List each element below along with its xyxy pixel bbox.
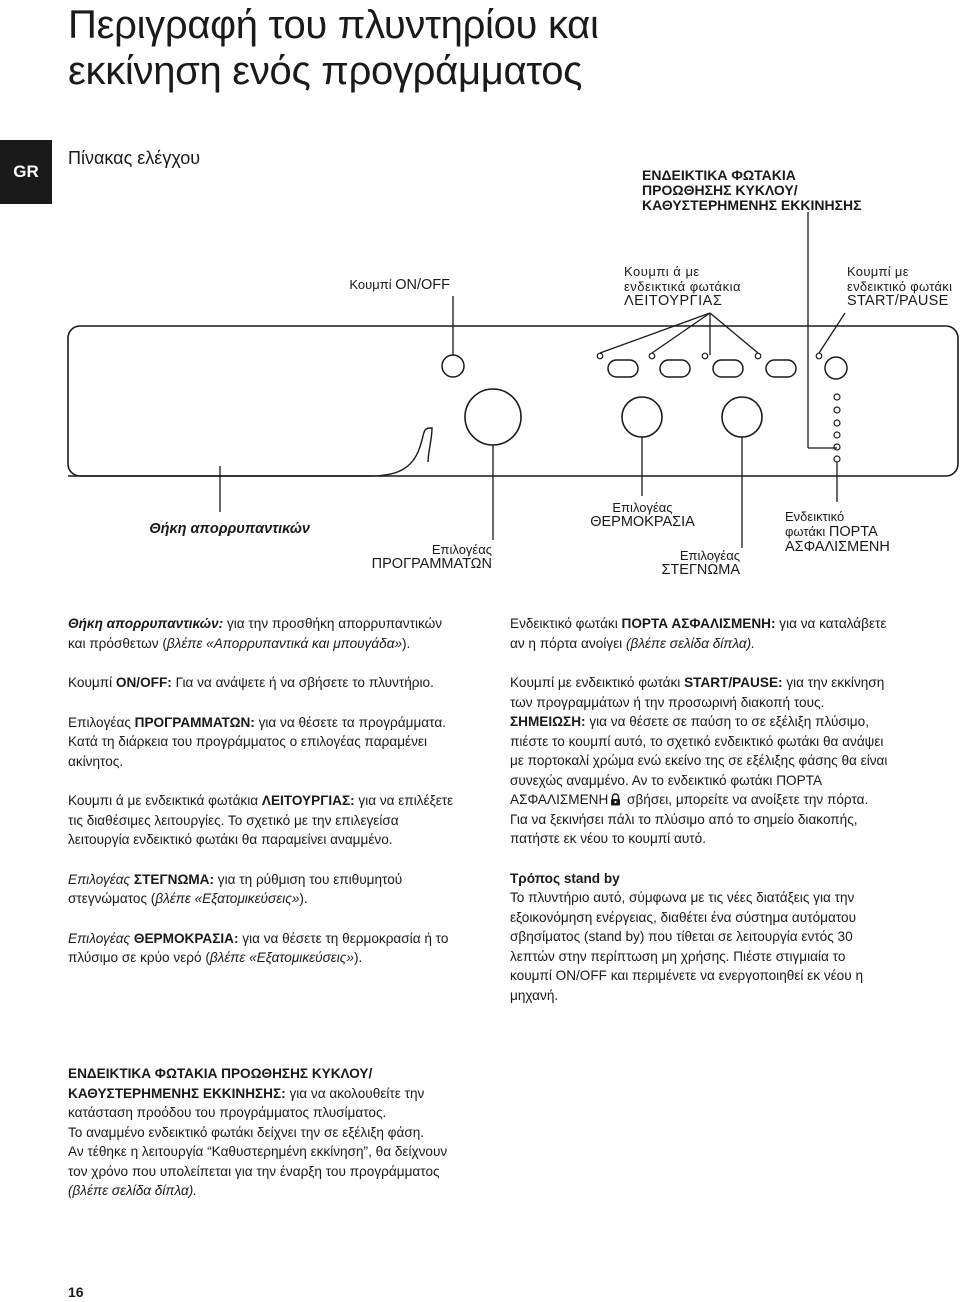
programme-text: για να θέσετε τα προγράμματα. Κατά τη διάρκεια του προγράμματος ο επιλογέας παραμένει ακίνητος. (68, 714, 446, 769)
progress-leds-term: ΕΝΔΕΙΚΤΙΚΑ ΦΩΤΑΚΙΑ ΠΡΟΩΘΗΣΗΣ ΚΥΚΛΟΥ/ ΚΑΘΥΣΤΕΡΗΜΕΝΗΣ ΕΚΚΙΝΗΣΗΣ: (68, 1066, 373, 1101)
note-paragraph (510, 712, 890, 849)
detergent-label: Θήκη απορρυπαντικών (149, 521, 310, 537)
start-paragraph (510, 673, 890, 712)
programme-knob (465, 389, 521, 445)
door-prefix: Ενδεικτικό φωτάκι (510, 616, 622, 631)
detergent-text: για την προσθήκη απορρυπαντικών και πρόσθετων ( (68, 616, 442, 651)
temperature-label (560, 500, 725, 530)
drying-ref: βλέπε «Εξατομικεύσεις» (155, 891, 300, 906)
left-column (68, 614, 463, 988)
temperature-prefix: Επιλογέας (68, 930, 134, 946)
programme-term: ΠΡΟΓΡΑΜΜΑΤΩΝ: (134, 714, 255, 730)
start-pause-label-line2: ενδεικτικό φωτάκι (847, 279, 953, 294)
start-pause-button (825, 357, 847, 379)
door-text: για να καταλάβετε αν η πόρτα ανοίγει (510, 616, 887, 651)
on-off-paragraph (68, 673, 463, 693)
temperature-term: ΘΕΡΜΟΚΡΑΣΙΑ: (133, 930, 239, 946)
door-lock-label-line1: Ενδεικτικό (785, 509, 845, 524)
function-buttons-label (624, 264, 794, 309)
functions-prefix: Κουμπι ά με ενδεικτικά φωτάκια (68, 793, 262, 808)
programme-label-line1: Επιλογέας (431, 542, 492, 557)
on-off-prefix: Κουμπί (68, 675, 116, 690)
progress-leds-label-line3: ΚΑΘΥΣΤΕΡΗΜΕΝΗΣ ΕΚΚΙΝΗΣΗΣ (642, 197, 862, 213)
start-text: για την εκκίνηση των προγραμμάτων ή την προσωρινή διακοπή τους. (510, 675, 885, 710)
note-text3: Για να ξεκινήσει πάλι το πλύσιμο από το σημείο διακοπής, πατήστε εκ νέου το κουμπί αυτό. (510, 811, 858, 846)
temperature-label-line2: ΘΕΡΜΟΚΡΑΣΙΑ (590, 514, 695, 530)
door-lock-label-prefix: φωτάκι (785, 524, 829, 539)
door-term: ΠΟΡΤΑ ΑΣΦΑΛΙΣΜΕΝΗ: (621, 616, 776, 631)
note-text1: για να θέσετε σε παύση το σε εξέλιξη πλύσιμο, πιέστε το κουμπί αυτό, το σχετικό ενδεικτικό φωτάκι θα ανάψει με πορτοκαλί χρώμα ενώ εκείνο της σε εξέλιξης φάσης θα είναι συνεχώς αναμμένο. Αν το ενδεικτικό φωτάκι ΠΟΡΤΑ ΑΣΦΑΛΙΣΜΕΝΗ (510, 714, 888, 807)
drying-label-line2: ΣΤΕΓΝΩΜΑ (661, 562, 740, 578)
on-off-label-name: ON/OFF (395, 277, 450, 293)
note-text2: σβήσει, μπορείτε να ανοίξετε την πόρτα. (623, 792, 869, 807)
page-title-line1: Περιγραφή του πλυντηρίου και (68, 3, 599, 47)
drying-label (640, 548, 740, 578)
door-paragraph (510, 614, 890, 653)
page-title-line2: εκκίνηση ενός προγράμματος (68, 49, 583, 93)
programme-label-line2: ΠΡΟΓΡΑΜΜΑΤΩΝ (371, 556, 492, 572)
progress-leds-ref: (βλέπε σελίδα δίπλα). (68, 1183, 198, 1198)
drying-term: ΣΤΕΓΝΩΜΑ: (133, 871, 215, 887)
drying-end: ). (299, 891, 308, 906)
progress-leds-text1: για να ακολουθείτε την κατάσταση προόδου του προγράμματος πλυσίματος. (68, 1085, 425, 1120)
section-heading: Πίνακας ελέγχου (68, 148, 201, 168)
on-off-text: Για να ανάψετε ή να σβήσετε το πλυντήριο. (171, 675, 434, 690)
detergent-paragraph (68, 614, 463, 653)
drying-paragraph (68, 870, 463, 909)
progress-leds-label-line2: ΠΡΟΩΘΗΣΗΣ ΚΥΚΛΟΥ/ (642, 182, 798, 198)
start-pause-label-line1: Κουμπί με (847, 264, 909, 279)
start-pause-led (816, 353, 822, 359)
standby-text: Το πλυντήριο αυτό, σύμφωνα με τις νέες διατάξεις για την εξοικονόμηση ενέργειας, διαθέτει ένα σύστημα αυτόματου σβησίματος (stand by) που τίθεται σε λειτουργία εντός 30 λεπτών στην περίπτωση μη χρήσης. Πιέστε στιγμιαία το κουμπί ON/OFF και περιμένετε να ενεργοποιηθεί εκ νέου η μηχανή. (510, 890, 864, 1003)
drying-knob (722, 397, 762, 437)
function-buttons-label-line3: ΛΕΙΤΟΥΡΓΙΑΣ (624, 293, 723, 309)
drying-text: για τη ρύθμιση του επιθυμητού στεγνώματος ( (68, 871, 403, 906)
progress-leds-text3: Αν τέθηκε η λειτουργία “Καθυστερημένη εκκίνηση”, θα δείχνουν τον χρόνο που υπολείπεται για την έναρξη του προγράμματος (68, 1144, 448, 1179)
on-off-term: ON/OFF: (115, 675, 172, 690)
temperature-knob (622, 397, 662, 437)
door-lock-label-line3: ΑΣΦΑΛΙΣΜΕΝΗ (785, 539, 890, 555)
progress-leds-paragraph (68, 1064, 463, 1201)
progress-leds-text2: Το αναμμένο ενδεικτικό φωτάκι δείχνει την σε εξέλιξη φάση. (68, 1124, 425, 1140)
padlock-icon (610, 793, 621, 806)
progress-leds-label (642, 168, 912, 213)
language-tab: GR (0, 140, 52, 204)
programme-prefix: Επιλογέας (68, 714, 135, 730)
start-pause-label (847, 264, 960, 309)
temperature-text: για να θέσετε τη θερμοκρασία ή το πλύσιμο σε κρύο νερό ( (68, 930, 449, 965)
on-off-label (300, 277, 450, 293)
functions-text: για να επιλέξετε τις διαθέσιμες λειτουργίες. Το σχετικό με την επιλεγείσα λειτουργία ενδεικτικό φωτάκι θα παραμείνει αναμμένο. (68, 793, 454, 847)
on-off-label-prefix: Κουμπί (349, 277, 396, 292)
start-prefix: Κουμπί με ενδεικτικό φωτάκι (510, 675, 685, 690)
drying-label-line1: Επιλογέας (679, 548, 740, 563)
functions-paragraph (68, 791, 463, 850)
temperature-label-line1: Επιλογέας (612, 500, 673, 515)
detergent-end: ). (402, 635, 411, 651)
standby-heading: Τρόπος stand by (510, 870, 620, 886)
detergent-term: Θήκη απορρυπαντικών: (68, 616, 224, 631)
door-lock-label (785, 509, 955, 555)
programme-paragraph (68, 713, 463, 772)
temperature-end: ). (353, 950, 363, 965)
function-buttons-label-line2: ενδεικτικά φωτάκια (624, 279, 741, 294)
door-lock-label-bold: ΠΟΡΤΑ (828, 524, 878, 540)
drying-prefix: Επιλογέας (68, 871, 134, 887)
programme-label (340, 542, 492, 572)
page-number: 16 (68, 1284, 84, 1300)
detergent-ref: βλέπε «Απορρυπαντικά και μπουγάδα» (166, 635, 403, 651)
note-term: ΣΗΜΕΙΩΣΗ: (510, 714, 586, 729)
start-pause-label-line3: START/PAUSE (847, 293, 949, 309)
functions-term: ΛΕΙΤΟΥΡΓΙΑΣ: (261, 793, 355, 808)
right-column (510, 614, 890, 1005)
on-off-button (442, 355, 464, 377)
temperature-paragraph (68, 929, 463, 968)
progress-leds-label-line1: ΕΝΔΕΙΚΤΙΚΑ ΦΩΤΑΚΙΑ (642, 167, 796, 183)
start-term: START/PAUSE: (684, 675, 783, 690)
function-buttons-label-line1: Κουμπι ά με (624, 264, 700, 279)
door-ref: (βλέπε σελίδα δίπλα). (625, 635, 755, 651)
temperature-ref: βλέπε «Εξατομικεύσεις» (209, 950, 354, 965)
